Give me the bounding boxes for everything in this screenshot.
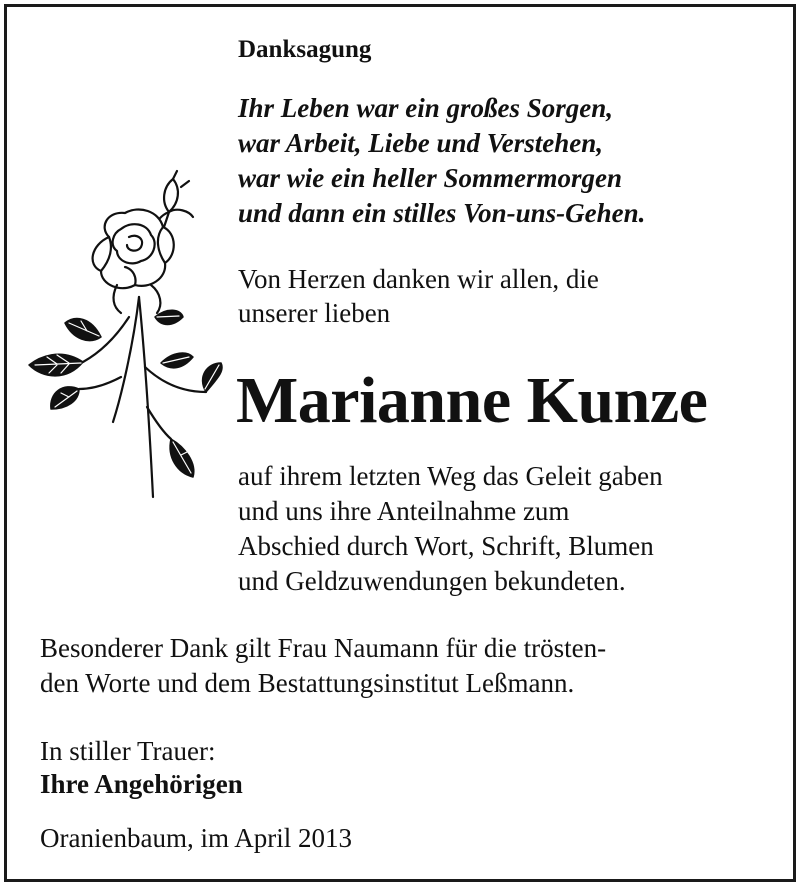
notice-frame <box>4 4 796 882</box>
poem-verse <box>238 91 645 231</box>
notice-heading: Danksagung <box>238 36 372 63</box>
mourning-line: In stiller Trauer: <box>40 736 216 766</box>
poem-line: und dann ein stilles Von-uns-Gehen. <box>238 198 646 228</box>
intro-text <box>238 262 599 330</box>
body-text <box>238 459 663 599</box>
body-line: Abschied durch Wort, Schrift, Blumen <box>238 531 654 561</box>
intro-line: unserer lieben <box>238 298 391 328</box>
thanks-line: den Worte und dem Bestattungsinstitut Leßmann. <box>40 668 575 698</box>
special-thanks <box>40 631 606 701</box>
body-line: auf ihrem letzten Weg das Geleit gaben <box>238 461 663 491</box>
place-date: Oranienbaum, im April 2013 <box>40 823 352 853</box>
thanks-line: Besonderer Dank gilt Frau Naumann für die trösten- <box>40 633 607 663</box>
poem-line: war wie ein heller Sommermorgen <box>238 163 623 193</box>
poem-line: Ihr Leben war ein großes Sorgen, <box>238 93 614 123</box>
family-signature: Ihre Angehörigen <box>40 769 243 799</box>
body-line: und Geldzuwendungen bekundeten. <box>238 566 626 596</box>
rose-icon <box>21 167 226 502</box>
poem-line: war Arbeit, Liebe und Verstehen, <box>238 128 604 158</box>
intro-line: Von Herzen danken wir allen, die <box>238 264 599 294</box>
deceased-name: Marianne Kunze <box>236 364 708 437</box>
body-line: und uns ihre Anteilnahme zum <box>238 496 570 526</box>
